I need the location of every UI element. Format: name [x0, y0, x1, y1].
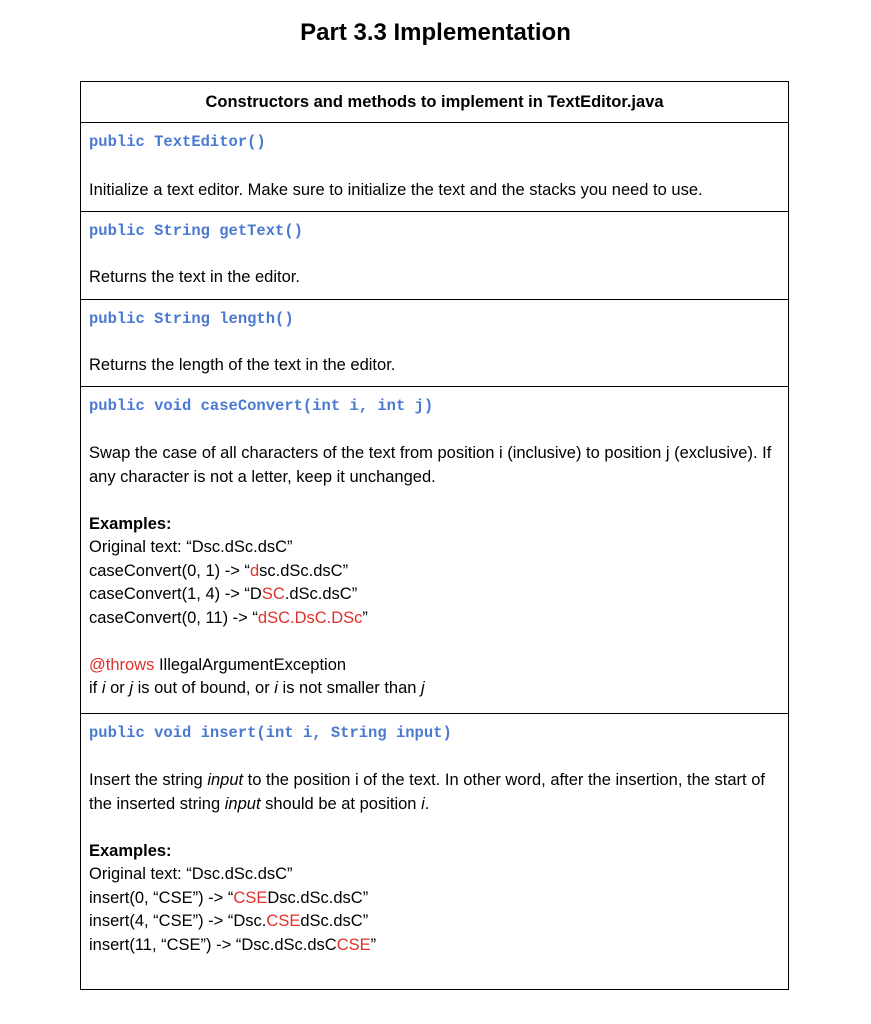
- throws-line: @throws IllegalArgumentException: [89, 655, 347, 674]
- examples-label: Examples:: [89, 841, 172, 860]
- example-line: caseConvert(0, 1) -> “dsc.dSc.dsC”: [89, 561, 349, 580]
- methods-table: [80, 81, 789, 990]
- method-description: Returns the text in the editor.: [89, 268, 300, 286]
- original-text: Original text: “Dsc.dSc.dsC”: [89, 538, 293, 556]
- method-signature: public void caseConvert(int i, int j): [89, 397, 434, 415]
- method-row-gettext: [81, 211, 788, 299]
- method-description: Insert the string input to the position i of the text. In other word, after the insertion, the start of the inserted string input should be at position i.: [89, 771, 765, 813]
- method-signature: public String getText(): [89, 222, 303, 240]
- example-line: insert(4, “CSE”) -> “Dsc.CSEdSc.dsC”: [89, 912, 369, 930]
- method-signature: public void insert(int i, String input): [89, 724, 452, 742]
- method-description-block: [89, 442, 776, 701]
- examples-label: Examples:: [89, 514, 172, 533]
- method-row-caseconvert: [81, 386, 788, 713]
- method-description-block: [89, 769, 776, 957]
- example-line: caseConvert(1, 4) -> “DSC.dSc.dsC”: [89, 585, 358, 603]
- method-signature: public String length(): [89, 310, 294, 328]
- example-line: caseConvert(0, 11) -> “dSC.DsC.DSc”: [89, 608, 368, 627]
- method-description: Returns the length of the text in the editor.: [89, 356, 396, 374]
- throws-tag: @throws: [89, 655, 155, 674]
- table-header: Constructors and methods to implement in TextEditor.java: [205, 93, 664, 111]
- method-row-constructor: [81, 122, 788, 211]
- example-line: insert(0, “CSE”) -> “CSEDsc.dSc.dsC”: [89, 888, 369, 907]
- page-title: Part 3.3 Implementation: [300, 19, 571, 46]
- method-description: Swap the case of all characters of the text from position i (inclusive) to position j (exclusive). If any character is not a letter, keep it unchanged.: [89, 444, 772, 486]
- method-signature: public TextEditor(): [89, 133, 266, 151]
- throws-condition: if i or j is out of bound, or i is not smaller than j: [89, 679, 425, 697]
- example-line: insert(11, “CSE”) -> “Dsc.dSc.dsCCSE”: [89, 935, 377, 954]
- method-description: Initialize a text editor. Make sure to initialize the text and the stacks you need to use.: [89, 181, 703, 199]
- original-text: Original text: “Dsc.dSc.dsC”: [89, 865, 293, 883]
- method-row-length: [81, 299, 788, 386]
- method-row-insert: [81, 713, 788, 989]
